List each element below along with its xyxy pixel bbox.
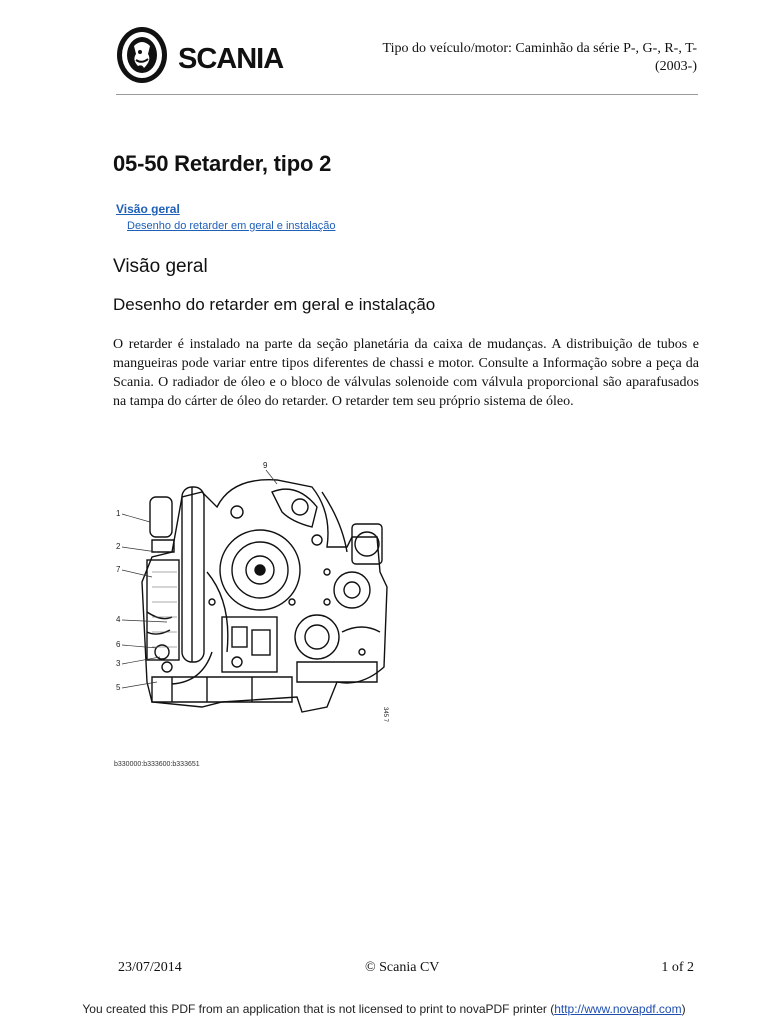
vehicle-type — [330, 40, 697, 76]
toc-link-drawing[interactable]: Desenho do retarder em geral e instalação — [127, 220, 336, 232]
novapdf-link[interactable]: http://www.novapdf.com — [554, 1002, 682, 1016]
retarder-drawing — [112, 452, 397, 752]
callout-label: 5 — [116, 683, 121, 692]
brand-wordmark: SCANIA — [178, 43, 284, 75]
callout-label: 9 — [263, 461, 268, 470]
section-heading: Visão geral — [113, 256, 208, 277]
callout-label: 3 — [116, 659, 121, 668]
header-divider — [116, 94, 698, 95]
callout-label: 7 — [116, 565, 121, 574]
callout-label: 1 — [116, 509, 121, 518]
page-title: 05-50 Retarder, tipo 2 — [113, 151, 332, 176]
footer-copyright: © Scania CV — [365, 960, 440, 975]
callout-label: 2 — [116, 542, 121, 551]
footer-date: 23/07/2014 — [118, 960, 182, 975]
novapdf-banner — [0, 1002, 768, 1016]
banner-text-end: ) — [681, 1002, 686, 1016]
callout-label: 6 — [116, 640, 121, 649]
scania-logo — [114, 24, 324, 86]
banner-text: You created this PDF from an application that is not licensed to print to novaPDF printer ( — [82, 1002, 555, 1016]
section-subheading: Desenho do retarder em geral e instalação — [113, 295, 436, 314]
callout-label: 4 — [116, 615, 121, 624]
vehicle-type-line1: Tipo do veículo/motor: Caminhão da série P-, G-, R-, T- — [382, 41, 697, 56]
figure-code: b330000:b333600:b333651 — [114, 761, 200, 768]
toc-link-overview[interactable]: Visão geral — [116, 202, 180, 216]
footer-page-number: 1 of 2 — [661, 960, 694, 975]
figure-side-code: 345 7 — [382, 707, 388, 723]
section-body: O retarder é instalado na parte da seção planetária da caixa de mudanças. A distribuição de tubos e mangueiras pode variar entre tipos diferentes de chassi e motor. Consulte a Informação sobre a peça da Scania. O radiador de óleo e o bloco de válvulas solenoide com válvula proporcional são aparafusados na tampa do cárter de óleo do retarder. O retarder tem seu próprio sistema de óleo. — [113, 337, 699, 409]
vehicle-type-line2: (2003-) — [655, 59, 697, 74]
